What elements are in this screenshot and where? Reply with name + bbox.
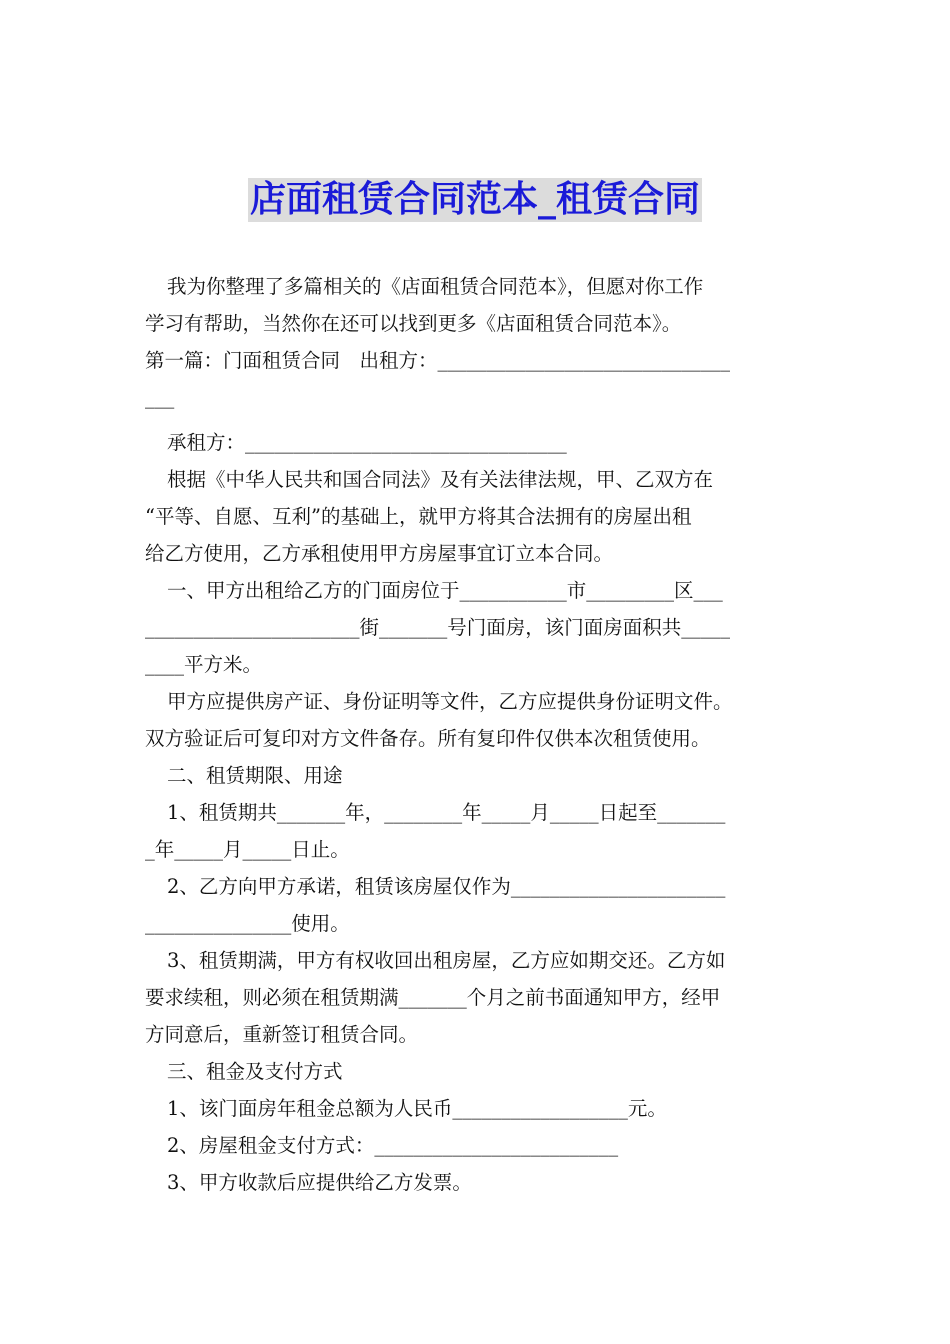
intro-line-1: 我为你整理了多篇相关的《店面租赁合同范本》，但愿对你工作 xyxy=(167,275,704,298)
intro-line-2: 学习有帮助，当然你在还可以找到更多《店面租赁合同范本》。 xyxy=(145,312,682,335)
section-3-heading: 三、租金及支付方式 xyxy=(167,1060,343,1083)
lessee-line: 承租方：_________________________________ xyxy=(167,431,567,454)
document-title-wrap xyxy=(0,178,950,222)
invoice-line: 3、甲方收款后应提供给乙方发票。 xyxy=(167,1171,472,1194)
spacer xyxy=(145,416,820,424)
renewal-line-3: 方同意后，重新签订租赁合同。 xyxy=(145,1023,419,1046)
usage-line-1: 2、乙方向甲方承诺，租赁该房屋仅作为______________________ xyxy=(167,875,726,898)
usage-line-2: _______________使用。 xyxy=(145,912,350,935)
section-2-heading: 二、租赁期限、用途 xyxy=(167,764,343,787)
renewal-line-1: 3、租赁期满，甲方有权收回出租房屋，乙方应如期交还。乙方如 xyxy=(167,949,726,972)
document-body xyxy=(145,268,820,1201)
documents-line-2: 双方验证后可复印对方文件备存。所有复印件仅供本次租赁使用。 xyxy=(145,727,711,750)
document-title: 店面租赁合同范本_租赁合同 xyxy=(249,179,700,220)
rent-amount-line: 1、该门面房年租金总额为人民币__________________元。 xyxy=(167,1097,667,1120)
preamble-line-3: 给乙方使用，乙方承租使用甲方房屋事宜订立本合同。 xyxy=(145,542,614,565)
term-line-2: _年_____月_____日止。 xyxy=(145,838,350,861)
clause-1-line-3: ____平方米。 xyxy=(145,653,263,676)
lessor-blank-continuation: ___ xyxy=(145,386,175,409)
clause-1-line-1: 一、甲方出租给乙方的门面房位于___________市_________区___ xyxy=(167,579,723,602)
clause-1-line-2: ______________________街_______号门面房，该门面房面积共_____ xyxy=(145,616,731,639)
preamble-line-1: 根据《中华人民共和国合同法》及有关法律法规，甲、乙双方在 xyxy=(167,468,714,491)
term-line-1: 1、租赁期共_______年，________年_____月_____日起至_______ xyxy=(167,801,726,824)
chapter-heading-line: 第一篇：门面租赁合同 出租方：______________________________ xyxy=(145,349,731,372)
renewal-line-2: 要求续租，则必须在租赁期满_______个月之前书面通知甲方，经甲 xyxy=(145,986,721,1009)
payment-method-line: 2、房屋租金支付方式：_________________________ xyxy=(167,1134,619,1157)
preamble-line-2: “平等、自愿、互利”的基础上，就甲方将其合法拥有的房屋出租 xyxy=(145,505,692,528)
documents-line-1: 甲方应提供房产证、身份证明等文件，乙方应提供身份证明文件。 xyxy=(167,690,733,713)
